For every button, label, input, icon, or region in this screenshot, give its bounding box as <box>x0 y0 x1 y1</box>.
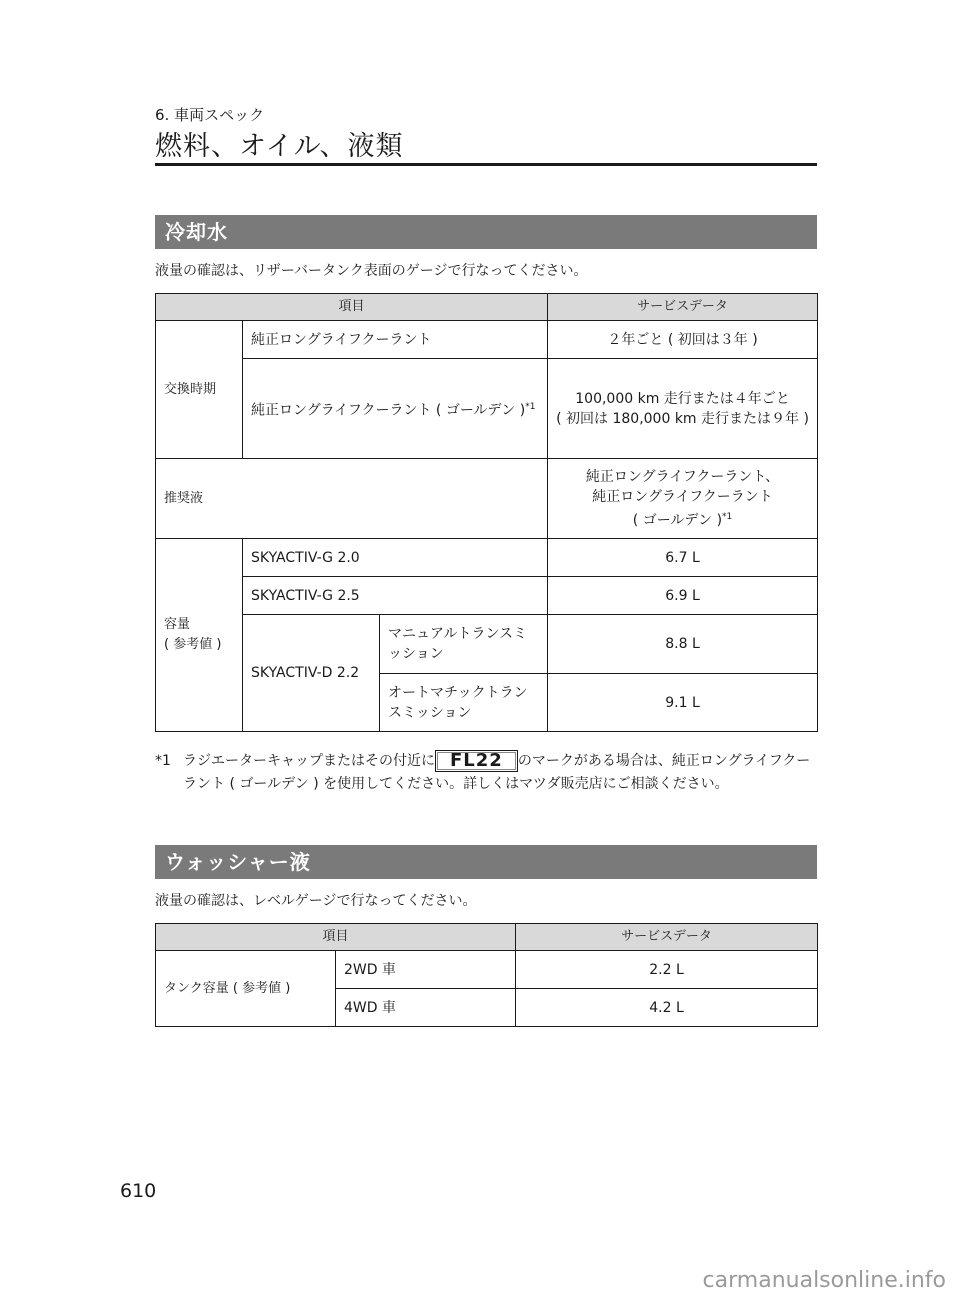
automatic-transmission: オートマチックトランスミッション <box>380 674 548 732</box>
footnote-mark: *1 <box>155 753 171 769</box>
title-rule <box>155 163 817 166</box>
washer-table <box>155 923 818 1027</box>
table-row <box>156 951 818 989</box>
engine-d22: SKYACTIV-D 2.2 <box>243 615 380 732</box>
table-row <box>156 539 818 577</box>
coolant-footnote: *1 ラジエーターキャップまたはその付近に FL22 のマークがある場合は、純正ロングライフクーラント ( ゴールデン ) を使用してください。詳しくはマツダ販売店にご相談ください。 <box>155 750 817 796</box>
table-header-row <box>156 924 818 951</box>
washer-intro: 液量の確認は、レベルゲージで行なってください。 <box>155 893 477 909</box>
coolant-heading: 冷却水 <box>155 215 817 249</box>
table-row <box>156 577 818 615</box>
page-title: 燃料、オイル、液類 <box>155 131 404 162</box>
recommended-value: 純正ロングライフクーラント、 純正ロングライフクーラント ( ゴールデン )$^{*1}$ <box>548 459 818 539</box>
wd4-value: 4.2 L <box>516 989 818 1027</box>
washer-heading: ウォッシャー液 <box>155 845 817 879</box>
manual-transmission-value: 8.8 L <box>548 615 818 674</box>
coolant-intro: 液量の確認は、リザーバータンク表面のゲージで行なってください。 <box>155 263 588 279</box>
manual-transmission: マニュアルトランスミッション <box>380 615 548 674</box>
automatic-transmission-value: 9.1 L <box>548 674 818 732</box>
footnote-ref: *1 <box>525 401 536 412</box>
table-row <box>156 459 818 539</box>
engine-g20: SKYACTIV-G 2.0 <box>243 539 548 577</box>
tank-capacity-label: タンク容量 ( 参考値 ) <box>156 951 336 1027</box>
fl22-mark-badge: FL22 <box>435 750 518 772</box>
chapter-heading: 6. 車両スペック <box>155 106 265 124</box>
genuine-coolant-value: ２年ごと ( 初回は３年 ) <box>548 321 818 359</box>
interval-label: 交換時期 <box>156 321 243 459</box>
engine-g25-value: 6.9 L <box>548 577 818 615</box>
footnote-ref: *1 <box>722 511 733 522</box>
column-header-service: サービスデータ <box>516 924 818 951</box>
wd2-value: 2.2 L <box>516 951 818 989</box>
watermark: carmanualsonline.info <box>702 1268 946 1293</box>
column-header-item: 項目 <box>156 924 516 951</box>
genuine-coolant-label: 純正ロングライフクーラント <box>243 321 548 359</box>
table-row <box>156 321 818 359</box>
table-header-row <box>156 294 818 321</box>
engine-g20-value: 6.7 L <box>548 539 818 577</box>
recommended-label: 推奨液 <box>156 459 548 539</box>
column-header-service: サービスデータ <box>548 294 818 321</box>
coolant-table <box>155 293 818 732</box>
table-row <box>156 615 818 674</box>
wd2-label: 2WD 車 <box>336 951 516 989</box>
table-row <box>156 359 818 459</box>
golden-coolant-label: 純正ロングライフクーラント ( ゴールデン )$^{*1}$ <box>243 359 548 459</box>
golden-coolant-value: 100,000 km 走行または４年ごと ( 初回は 180,000 km 走行または９年 ) <box>548 359 818 459</box>
column-header-item: 項目 <box>156 294 548 321</box>
capacity-label: 容量 ( 参考値 ) <box>156 539 243 732</box>
engine-g25: SKYACTIV-G 2.5 <box>243 577 548 615</box>
page-number: 610 <box>120 1180 157 1202</box>
wd4-label: 4WD 車 <box>336 989 516 1027</box>
